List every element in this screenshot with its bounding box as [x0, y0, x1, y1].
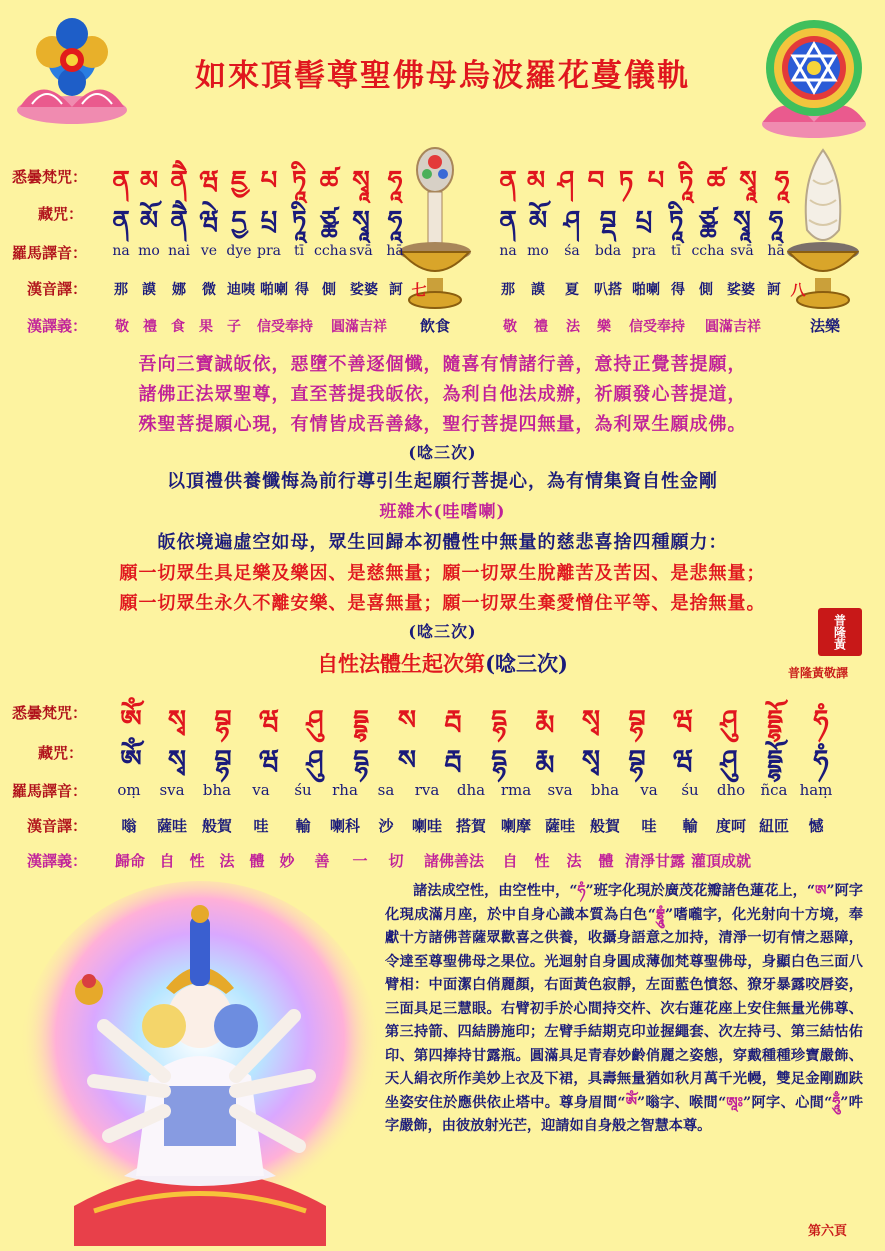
meaning-word: 子	[227, 319, 241, 335]
syllable: ཤུ	[720, 745, 738, 776]
syllable: མ	[526, 166, 546, 196]
syllable: ཝ	[672, 745, 694, 776]
syllable: སྭ	[167, 745, 187, 776]
page-title: 如來頂髻尊聖佛母烏波羅花蔓儀軌	[195, 58, 690, 94]
label-siddham: 悉曇梵咒：	[12, 168, 88, 186]
syllable: 啪喇	[260, 282, 288, 298]
syllable: 憾	[808, 817, 824, 835]
desc-text: 諸法成空性，由空性中，“	[413, 883, 578, 899]
offering-number: 八	[790, 281, 806, 299]
syllable: ཝེ	[199, 206, 219, 236]
syllable: va	[252, 781, 270, 799]
syllable: ཇྱ	[231, 166, 247, 196]
desc-text: ”嗡字、喉間“	[636, 1094, 727, 1111]
meaning-word: 圓滿吉祥	[705, 319, 761, 335]
syllable: 娑婆	[727, 282, 755, 298]
syllable: ཝ	[258, 745, 280, 776]
syllable: ཤ	[557, 166, 575, 196]
syllable: tī	[293, 243, 305, 259]
syllable: 般賀	[589, 817, 620, 835]
syllable: བ	[587, 166, 605, 196]
meaning-word: 敬	[115, 319, 129, 335]
food-offering-caption: 飲食	[420, 317, 451, 335]
offering7-romanized-row	[108, 243, 412, 259]
meaning-word: 信受奉持	[257, 319, 313, 335]
syllable: དྡྷོ	[767, 745, 783, 776]
refuge-line-5: 班雜木(哇嗜喇)	[379, 502, 506, 522]
label-chinese-sound: 漢音譯：	[27, 280, 88, 298]
meaning-word: 體	[249, 852, 265, 870]
offering8-romanized-row	[495, 243, 793, 259]
syllable: ཧཱ	[387, 166, 403, 196]
syllable: 哇	[253, 817, 269, 835]
meaning-word: 禮	[534, 319, 548, 335]
syllable: སྭ	[167, 705, 187, 736]
syllable: ཙྪ	[320, 206, 338, 236]
syllable: ནཻ	[170, 206, 188, 236]
syllable: ཧཾ	[813, 705, 829, 736]
syllable: ན	[112, 166, 130, 196]
syllable: sa	[377, 781, 395, 799]
syllable: ཏ	[618, 166, 634, 196]
syllable: 搭賀	[455, 817, 486, 835]
dharma-offering-caption: 法樂	[810, 317, 841, 335]
syllable: ན	[499, 166, 517, 196]
syllable: སྭཱ	[733, 206, 751, 236]
offering8-meaning-row	[495, 316, 771, 336]
syllable: ñca	[760, 781, 788, 799]
meaning-word: 歸命	[114, 852, 145, 870]
syllable: རྦ	[444, 705, 462, 736]
seed-syllable-ah: ཨཱཿ	[726, 1094, 744, 1111]
syllable: ཧཾ	[813, 745, 829, 776]
syllable: bha	[590, 781, 620, 799]
seed-syllable-ham: ཧཾ	[577, 883, 586, 899]
meaning-word: 性	[534, 852, 550, 870]
syllable: 薩哇	[156, 817, 187, 835]
syllable: ཧཱ	[774, 166, 790, 196]
syllable: ccha	[314, 243, 348, 259]
mantra-meaning-row	[108, 850, 754, 871]
syllable: 側	[699, 282, 713, 298]
syllable: haṃ	[799, 781, 833, 799]
meaning-word: 一	[352, 852, 368, 870]
mantra-romanized-row	[108, 781, 836, 799]
section-heading	[0, 648, 885, 678]
syllable: ཤུ	[306, 745, 324, 776]
syllable: མོ	[528, 206, 548, 236]
desc-text: ”吽字嚴飾，由彼放射光芒，迎請如自身般之智慧本尊。	[385, 1094, 863, 1134]
syllable: རྦ	[444, 745, 462, 776]
syllable: མ	[139, 166, 159, 196]
refuge-line-8: 願一切眾生永久不離安樂、是喜無量；願一切眾生棄愛憎住平等、是捨無量。	[119, 593, 766, 614]
syllable: 沙	[378, 817, 394, 835]
syllable: 謨	[142, 282, 156, 298]
meaning-word: 樂	[597, 319, 611, 335]
desc-text: ”嗜嚨字，化光射向十方境，奉獻十方諸佛菩薩眾歡喜之供養，收攝身語意之加持，清淨一切有情之惡障，令達至尊聖佛母之果位。光迴射自身圓成薄伽梵尊聖佛母，身顯白色三面八臂相：中面潔白俏麗顏，右面黃色寂靜，左面藍色憤怒、獠牙暴露咬唇姿，三面具足三慧眼。右臂初手於心間持交杵、次右蓮花座上安住無量光佛尊、第三持箭、四結勝施印；左臂手結期克印並握繩套、次左持弓、第三結怙佑印、第四捧持甘露瓶。圓滿具足青春妙齡俏麗之姿態，穿戴種種珍寶嚴飾、天人絹衣所作美妙上衣及下裙，具壽無量猶如秋月萬千光幔，雙足金剛跏趺坐姿安住於應供依止塔中。尊身眉間“	[385, 906, 863, 1111]
syllable: དྷ	[353, 745, 369, 776]
syllable: na	[112, 243, 130, 259]
syllable: སྭཱ	[352, 206, 370, 236]
syllable: rma	[500, 781, 532, 799]
syllable: དྷ	[491, 705, 507, 736]
syllable: དྡྷ	[353, 705, 369, 736]
syllable: dye	[226, 243, 252, 259]
meaning-word: 體	[598, 852, 614, 870]
syllable: ཝ	[672, 705, 694, 736]
desc-text: ”阿字、心間“	[743, 1094, 833, 1111]
meaning-word: 切	[388, 852, 404, 870]
refuge-line-3: 殊聖菩提願心現，有情皆成吾善緣，聖行菩提四無量，為利眾生願成佛。	[138, 414, 747, 435]
syllable: oṃ	[117, 781, 141, 799]
syllable: 迪咦	[227, 282, 255, 298]
syllable: བྷ	[628, 705, 646, 736]
syllable: 喇哇	[411, 817, 442, 835]
syllable: ཤུ	[720, 705, 738, 736]
offering8-sound-row	[495, 279, 809, 300]
meaning-word: 諸佛善法	[423, 852, 484, 870]
syllable: ཝ	[199, 166, 219, 196]
label-romanized: 羅馬譯音：	[12, 244, 88, 262]
meaning-word: 圓滿吉祥	[331, 319, 387, 335]
syllable: བྷ	[214, 745, 232, 776]
syllable: ཝ	[258, 705, 280, 736]
meaning-word: 法	[219, 852, 235, 870]
meaning-word: 清淨甘露	[624, 852, 685, 870]
repeat-note: (唸三次)	[408, 622, 477, 641]
syllable: mo	[138, 243, 160, 259]
syllable: པ	[260, 166, 278, 196]
syllable: 喇科	[329, 817, 360, 835]
syllable: ve	[200, 243, 218, 259]
syllable: na	[499, 243, 517, 259]
seal-text: 普隆黃	[832, 614, 847, 650]
meaning-word: 敬	[503, 319, 517, 335]
syllable: ན	[112, 206, 130, 236]
label-chinese-meaning: 漢譯義：	[27, 852, 88, 870]
syllable: སྭ	[581, 745, 601, 776]
desc-text: ”班字化現於廣茂花瓣諸色蓮花上，“	[585, 883, 816, 899]
offering7-sound-row	[108, 279, 430, 300]
syllable: ཏཱི	[668, 206, 684, 236]
syllable: 訶	[767, 282, 781, 298]
desc-text: ”阿字化現成滿月座，於中自身心識本質為白色“	[385, 883, 863, 923]
syllable: sva	[159, 781, 185, 799]
syllable: 薩哇	[544, 817, 575, 835]
syllable: 叭搭	[594, 282, 622, 298]
seed-syllable-bhrum: བྷྲཱུཾ	[655, 906, 666, 923]
syllable: ccha	[691, 243, 725, 259]
syllable: བྷ	[214, 705, 232, 736]
syllable: ཨོཾ	[120, 705, 142, 736]
refuge-line-7: 願一切眾生具足樂及樂因、是慈無量；願一切眾生脫離苦及苦因、是悲無量；	[119, 563, 766, 584]
syllable: pra	[256, 243, 281, 259]
syllable: 娑婆	[350, 282, 378, 298]
section-heading-repeat: (唸三次)	[485, 651, 568, 676]
syllable: mo	[527, 243, 549, 259]
syllable: ན	[499, 206, 517, 236]
meaning-word: 妙	[279, 852, 295, 870]
syllable: hā	[386, 243, 404, 259]
meaning-word: 性	[189, 852, 205, 870]
label-tibetan: 藏咒：	[38, 205, 84, 223]
offering7-meaning-row	[108, 316, 396, 336]
syllable: ཏཱི	[678, 166, 694, 196]
syllable: 娜	[172, 282, 186, 298]
syllable: 輸	[295, 817, 311, 835]
syllable: སྭཱ	[739, 166, 757, 196]
syllable: va	[640, 781, 658, 799]
syllable: ཧཱ	[387, 206, 403, 236]
syllable: 嗡	[121, 817, 137, 835]
syllable: svā	[730, 243, 754, 259]
syllable: ས	[397, 745, 417, 776]
syllable: དྱ	[231, 206, 247, 236]
refuge-line-6: 皈依境遍虛空如母，眾生回歸本初體性中無量的慈悲喜捨四種願力：	[157, 532, 728, 553]
meaning-word: 法	[566, 852, 582, 870]
seed-syllable-a: ཨ	[815, 883, 827, 899]
offering-number: 七	[411, 281, 427, 299]
syllable: bda	[594, 243, 622, 259]
label-chinese-meaning: 漢譯義：	[27, 317, 88, 335]
syllable: ཏཱི	[291, 166, 307, 196]
syllable: tī	[670, 243, 682, 259]
refuge-line-4: 以頂禮供養懺悔為前行導引生起願行菩提心，為有情集資自性金剛	[167, 471, 718, 492]
syllable: པྲ	[260, 206, 278, 236]
syllable: sva	[547, 781, 573, 799]
meaning-word: 善	[314, 852, 330, 870]
meaning-word: 信受奉持	[629, 319, 685, 335]
syllable: བྷ	[628, 745, 646, 776]
syllable: hā	[767, 243, 785, 259]
repeat-note: (唸三次)	[408, 443, 477, 462]
syllable: སྭ	[581, 705, 601, 736]
syllable: 般賀	[201, 817, 232, 835]
syllable: pra	[631, 243, 656, 259]
syllable: 謨	[531, 282, 545, 298]
syllable: བྡ	[599, 206, 617, 236]
syllable: ཨོཾ	[120, 745, 142, 776]
syllable: 得	[295, 282, 309, 298]
meaning-word: 果	[199, 319, 213, 335]
meaning-word: 食	[171, 319, 185, 335]
syllable: ཧཱ	[768, 206, 784, 236]
syllable: 側	[322, 282, 336, 298]
syllable: 訶	[389, 282, 403, 298]
syllable: rha	[332, 781, 358, 799]
syllable: ནཻ	[170, 166, 188, 196]
syllable: śa	[564, 243, 580, 259]
syllable: ཙྪ	[699, 206, 717, 236]
syllable: dho	[716, 781, 746, 799]
syllable: རྨ	[535, 745, 555, 776]
seed-syllable-hum: ཧཱུྃ	[832, 1094, 841, 1111]
syllable: རྨ	[535, 705, 555, 736]
translator-credit: 普隆黃敬譯	[788, 666, 849, 680]
syllable: 那	[501, 282, 515, 298]
deity-illustration	[14, 876, 386, 1248]
meaning-word: 禮	[143, 319, 157, 335]
meaning-word: 自	[159, 852, 175, 870]
seed-syllable-om: ཨོཾ	[625, 1094, 637, 1111]
syllable: 喇摩	[500, 817, 531, 835]
meaning-word: 自	[502, 852, 518, 870]
syllable: མོ	[139, 206, 159, 236]
syllable: dha	[456, 781, 486, 799]
meaning-word: 灌頂成就	[690, 852, 751, 870]
label-siddham: 悉曇梵咒：	[12, 704, 88, 722]
syllable: 紐匝	[758, 817, 789, 835]
label-romanized: 羅馬譯音：	[12, 782, 88, 800]
syllable: དྷ	[491, 745, 507, 776]
syllable: པྲ	[635, 206, 653, 236]
syllable: ཏཱི	[291, 206, 307, 236]
syllable: ཚ	[706, 166, 726, 196]
syllable: rva	[414, 781, 440, 799]
syllable: ཤུ	[306, 705, 324, 736]
refuge-line-2: 諸佛正法眾聖尊，直至菩提我皈依，為利自他法成辦，祈願發心菩提道，	[138, 384, 747, 405]
syllable: 輸	[682, 817, 698, 835]
syllable: śu	[294, 781, 312, 799]
page-number: 第六頁	[808, 1224, 848, 1239]
label-chinese-sound: 漢音譯：	[27, 817, 88, 835]
syllable: svā	[349, 243, 373, 259]
syllable: 得	[671, 282, 685, 298]
syllable: པ	[647, 166, 665, 196]
mantra-sound-row	[108, 815, 836, 836]
syllable: སྭཱ	[352, 166, 370, 196]
syllable: nai	[168, 243, 190, 259]
refuge-line-1: 吾向三寶誠皈依，惡墮不善逐個懺，隨喜有情諸行善，意持正覺菩提願，	[138, 354, 747, 375]
section-heading-text: 自性法體生起次第	[317, 651, 486, 676]
syllable: 度呵	[715, 817, 746, 835]
syllable: 夏	[565, 282, 579, 298]
syllable: ཚ	[319, 166, 339, 196]
syllable: 微	[202, 282, 216, 298]
meaning-word: 法	[566, 319, 580, 335]
syllable: དྡྷོ	[767, 705, 783, 736]
syllable: 啪喇	[632, 282, 660, 298]
syllable: ཤ	[563, 206, 581, 236]
syllable: ས	[397, 705, 417, 736]
syllable: 哇	[641, 817, 657, 835]
syllable: 那	[114, 282, 128, 298]
syllable: śu	[681, 781, 699, 799]
label-tibetan: 藏咒：	[38, 744, 84, 762]
syllable: bha	[202, 781, 232, 799]
visualization-description	[385, 880, 863, 1139]
